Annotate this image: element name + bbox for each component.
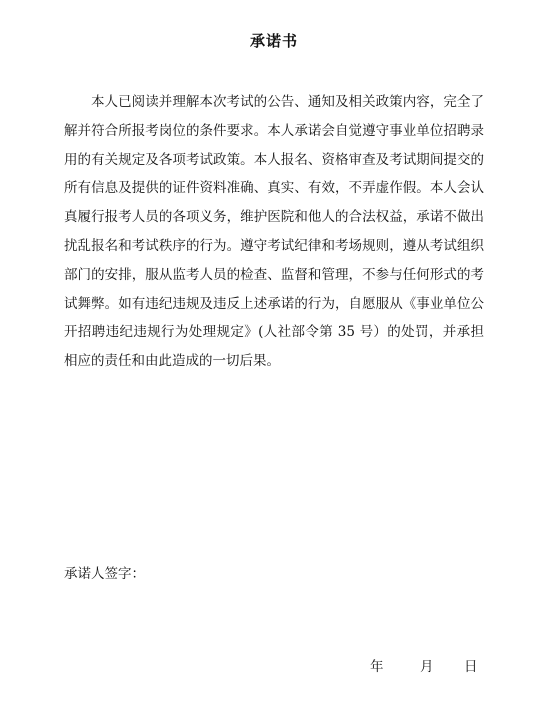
date-line (370, 655, 478, 675)
document-title: 承诺书 (249, 32, 298, 50)
date-day-label: 日 (464, 659, 478, 675)
signature-label: 承诺人签字： (64, 566, 145, 582)
pledge-paragraph: 本人已阅读并理解本次考试的公告、通知及相关政策内容，完全了解并符合所报考岗位的条件要求。本人承诺会自觉遵守事业单位招聘录用的有关规定及各项考试政策。本人报名、资格审查及考试期间提交的所有信息及提供的证件资料准确、真实、有效，不弄虚作假。本人会认真履行报考人员的各项义务，维护医院和他人的合法权益，承诺不做出扰乱报名和考试秩序的行为。遵守考试纪律和考场规则，遵从考试组织部门的安排，服从监考人员的检查、监督和管理，不参与任何形式的考试舞弊。如有违纪违规及违反上述承诺的行为，自愿服从《事业单位公开招聘违纪违规行为处理规定》(人社部令第 35 号）的处罚，并承担相应的责任和由此造成的一切后果。 (64, 94, 484, 370)
date-month-label: 月 (420, 659, 434, 675)
pledge-body (64, 88, 484, 376)
date-year-label: 年 (370, 659, 384, 675)
